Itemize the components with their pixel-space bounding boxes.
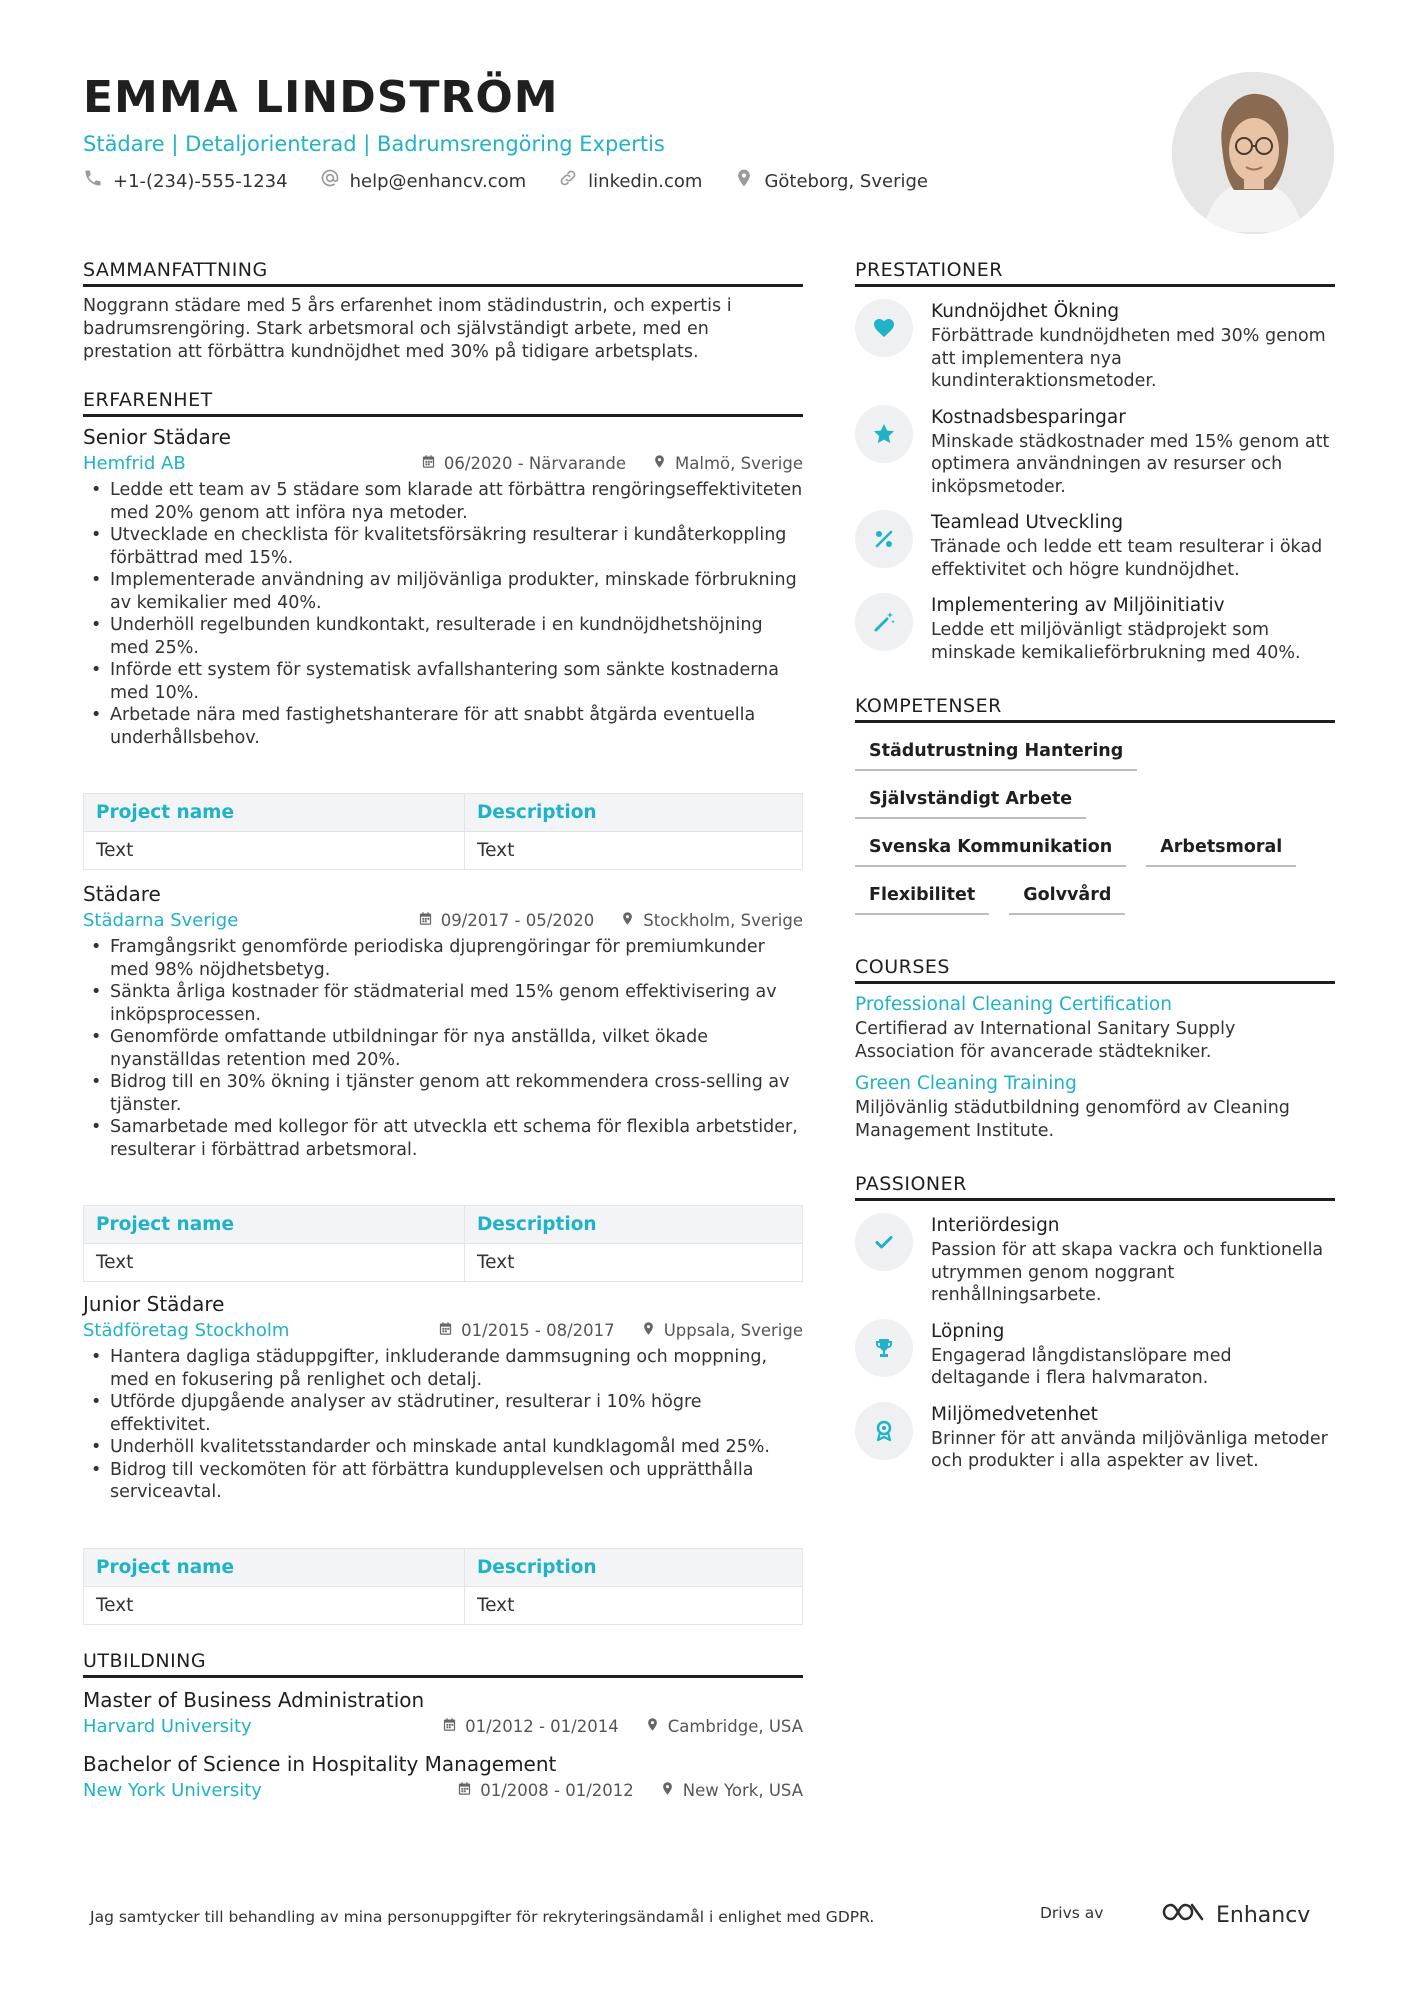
- location-pin-icon: [641, 1318, 656, 1344]
- job-location: Malmö, Sverige: [675, 454, 803, 473]
- bullet-item: • Införde ett system för systematisk avfallshantering som sänkte kostnaderna med 10%.: [83, 659, 803, 704]
- passion-desc: Brinner för att använda miljövänliga metoder och produkter i alla aspekter av livet.: [931, 1428, 1328, 1471]
- job-entry: [83, 1290, 803, 1625]
- phone-icon: [83, 168, 103, 195]
- passion-title: Miljömedvetenhet: [931, 1403, 1098, 1425]
- skills-list: [855, 739, 1345, 915]
- company-name: Städföretag Stockholm: [83, 1320, 290, 1341]
- job-meta: [83, 908, 803, 934]
- bullet-item: • Samarbetade med kollegor för att utveckla ett schema för flexibla arbetstider, resulterar i förbättrad arbetsmoral.: [83, 1116, 803, 1161]
- linkedin-text: linkedin.com: [588, 170, 703, 192]
- passion-desc: Engagerad långdistanslöpare med deltagande i flera halvmaraton.: [931, 1345, 1232, 1388]
- bullet-item: • Underhöll regelbunden kundkontakt, resulterade i en kundnöjdhetshöjning med 25%.: [83, 614, 803, 659]
- education-location: Cambridge, USA: [667, 1716, 803, 1736]
- powered-by: Drivs av: [1040, 1904, 1104, 1922]
- project-name-header: Project name: [84, 1548, 465, 1586]
- education-heading: UTBILDNING: [83, 1649, 803, 1678]
- location-pin-icon: [645, 1714, 660, 1740]
- bullet-item: • Arbetade nära med fastighetshanterare för att snabbt åtgärda eventuella underhållsbehov.: [83, 704, 803, 749]
- achievement-desc: Ledde ett miljövänligt städprojekt som minskade kemikalieförbrukning med 40%.: [931, 620, 1301, 663]
- course-item: [855, 1071, 1335, 1142]
- job-dates: 09/2017 - 05/2020: [440, 911, 595, 930]
- bullet-item: • Bidrog till veckomöten för att förbättra kundupplevelsen och upprätthålla serviceavtal.: [83, 1459, 803, 1504]
- achievement-title: Kostnadsbesparingar: [931, 406, 1126, 428]
- job-dates: 01/2015 - 08/2017: [461, 1321, 615, 1340]
- education-entry: [83, 1686, 803, 1740]
- enhancv-logo-icon: [1160, 1900, 1208, 1930]
- location-text: Göteborg, Sverige: [764, 170, 928, 192]
- brand-name: Enhancv: [1216, 1902, 1311, 1928]
- achievement-title: Implementering av Miljöinitiativ: [931, 595, 1225, 616]
- bullet-item: • Underhöll kvalitetsstandarder och minskade antal kundklagomål med 25%.: [83, 1436, 803, 1459]
- achievements-heading: PRESTATIONER: [855, 258, 1335, 287]
- achievement-desc: Tränade och ledde ett team resulterar i ökad effektivitet och högre kundnöjdhet.: [931, 537, 1323, 580]
- company-name: Städarna Sverige: [83, 910, 239, 931]
- enhancv-logo[interactable]: [1160, 1900, 1310, 1930]
- job-entry: [83, 423, 803, 870]
- job-title: Städare: [83, 882, 161, 906]
- summary-text: Noggrann städare med 5 års erfarenhet inom städindustrin, och expertis i badrumsrengöring. Stark arbetsmoral och självständigt arbete, med en prestation att förbättra kundnöjdhet med 30% på tidigare arbetsplats.: [83, 296, 732, 362]
- description-cell: Text: [464, 1586, 802, 1624]
- education-location: New York, USA: [682, 1780, 803, 1800]
- contact-email[interactable]: [320, 168, 527, 195]
- project-table: [83, 793, 803, 870]
- check-icon: [855, 1213, 913, 1271]
- skill-tag: Svenska Kommunikation: [855, 835, 1126, 867]
- avatar: [1172, 72, 1334, 234]
- bullet-item: • Genomförde omfattande utbildningar för nya anställda, vilket ökade nyanställdas retention med 20%.: [83, 1026, 803, 1071]
- contact-bar: [83, 168, 1143, 195]
- description-cell: Text: [464, 1244, 802, 1282]
- location-pin-icon: [734, 168, 754, 195]
- achievement-item: [855, 510, 1335, 581]
- calendar-icon: [418, 908, 433, 934]
- project-name-cell: Text: [84, 832, 465, 870]
- percent-icon: [855, 510, 913, 568]
- gdpr-consent: Jag samtycker till behandling av mina personuppgifter för rekryteringsändamål i enlighet med GDPR.: [90, 1908, 875, 1926]
- job-entry: [83, 880, 803, 1282]
- header: [83, 70, 1143, 195]
- project-name-cell: Text: [84, 1586, 465, 1624]
- passion-item: [855, 1213, 1335, 1307]
- skill-tag: Golvvård: [1009, 883, 1125, 915]
- email-text: help@enhancv.com: [349, 170, 527, 192]
- school-name: Harvard University: [83, 1715, 252, 1737]
- achievement-title: Teamlead Utveckling: [931, 512, 1124, 533]
- achievement-item: [855, 299, 1335, 393]
- bullet-item: • Sänkta årliga kostnader för städmaterial med 15% genom effektivisering av inköpsprocessen.: [83, 981, 803, 1026]
- job-bullets: [83, 936, 803, 1161]
- location-pin-icon: [660, 1778, 675, 1804]
- magic-wand-icon: [855, 593, 913, 651]
- degree: Bachelor of Science in Hospitality Management: [83, 1751, 557, 1776]
- contact-phone[interactable]: [83, 168, 288, 195]
- course-title: Professional Cleaning Certification: [855, 994, 1172, 1015]
- award-icon: [855, 1402, 913, 1460]
- description-header: Description: [464, 1206, 802, 1244]
- job-meta: [83, 451, 803, 477]
- summary-heading: SAMMANFATTNING: [83, 258, 803, 287]
- bullet-item: • Utförde djupgående analyser av städrutiner, resulterar i 10% högre effektivitet.: [83, 1391, 803, 1436]
- calendar-icon: [421, 451, 436, 477]
- achievement-desc: Förbättrade kundnöjdheten med 30% genom att implementera nya kundinteraktionsmetoder.: [931, 326, 1326, 391]
- project-table: [83, 1548, 803, 1625]
- degree: Master of Business Administration: [83, 1687, 425, 1712]
- project-name-cell: Text: [84, 1244, 465, 1282]
- left-column: [83, 258, 803, 1814]
- description-cell: Text: [464, 832, 802, 870]
- right-column: [855, 258, 1335, 1473]
- skill-tag: Självständigt Arbete: [855, 787, 1086, 819]
- bullet-item: • Framgångsrikt genomförde periodiska djuprengöringar för premiumkunder med 98% nöjdhetsbetyg.: [83, 936, 803, 981]
- achievement-item: [855, 405, 1335, 499]
- description-header: Description: [464, 794, 802, 832]
- bullet-item: • Implementerade användning av miljövänliga produkter, minskade förbrukning av kemikalier med 40%.: [83, 569, 803, 614]
- skill-tag: Städutrustning Hantering: [855, 739, 1137, 771]
- at-icon: [320, 168, 340, 195]
- job-bullets: [83, 1346, 803, 1504]
- education-entry: [83, 1750, 803, 1804]
- company-name: Hemfrid AB: [83, 453, 186, 474]
- course-desc: Miljövänlig städutbildning genomförd av Cleaning Management Institute.: [855, 1098, 1290, 1141]
- calendar-icon: [457, 1778, 472, 1804]
- school-name: New York University: [83, 1779, 262, 1801]
- contact-linkedin[interactable]: [558, 168, 702, 195]
- job-dates: 06/2020 - Närvarande: [443, 454, 627, 473]
- job-title: Senior Städare: [83, 425, 231, 449]
- passion-title: Interiördesign: [931, 1215, 1060, 1236]
- achievement-desc: Minskade städkostnader med 15% genom att optimera användningen av resurser och inköpsmetoder.: [931, 431, 1330, 497]
- star-icon: [855, 405, 913, 463]
- project-table: [83, 1205, 803, 1282]
- contact-location: [734, 168, 928, 195]
- education-dates: 01/2012 - 01/2014: [465, 1716, 619, 1736]
- job-location: Uppsala, Sverige: [663, 1321, 803, 1340]
- location-pin-icon: [652, 451, 667, 477]
- passion-item: [855, 1319, 1335, 1390]
- skills-heading: KOMPETENSER: [855, 694, 1335, 723]
- phone-text: +1-(234)-555-1234: [113, 170, 288, 192]
- bullet-item: • Utvecklade en checklista för kvalitetsförsäkring resulterar i kundåterkoppling förbättrad med 15%.: [83, 524, 803, 569]
- description-header: Description: [464, 1548, 802, 1586]
- heart-icon: [855, 299, 913, 357]
- skill-tag: Arbetsmoral: [1146, 835, 1296, 867]
- link-icon: [558, 168, 578, 195]
- passion-item: [855, 1402, 1335, 1473]
- bullet-item: • Ledde ett team av 5 städare som klarade att förbättra rengöringseffektiviteten med 20% genom att införa nya metoder.: [83, 479, 803, 524]
- achievement-title: Kundnöjdhet Ökning: [931, 301, 1120, 322]
- location-pin-icon: [620, 908, 635, 934]
- candidate-name: EMMA LINDSTRÖM: [83, 72, 559, 123]
- job-meta: [83, 1318, 803, 1344]
- course-item: [855, 992, 1335, 1063]
- tagline: Städare | Detaljorienterad | Badrumsrengöring Expertis: [83, 132, 665, 156]
- project-name-header: Project name: [84, 1206, 465, 1244]
- course-desc: Certifierad av International Sanitary Supply Association för avancerade städtekniker.: [855, 1019, 1236, 1062]
- project-name-header: Project name: [84, 794, 465, 832]
- passion-title: Löpning: [931, 1320, 1005, 1342]
- trophy-icon: [855, 1319, 913, 1377]
- calendar-icon: [442, 1714, 457, 1740]
- experience-heading: ERFARENHET: [83, 388, 803, 417]
- calendar-icon: [438, 1318, 453, 1344]
- courses-heading: COURSES: [855, 955, 1335, 984]
- job-location: Stockholm, Sverige: [643, 911, 803, 930]
- education-list: [83, 1686, 803, 1804]
- skill-tag: Flexibilitet: [855, 883, 989, 915]
- passions-heading: PASSIONER: [855, 1172, 1335, 1201]
- passion-desc: Passion för att skapa vackra och funktionella utrymmen genom noggrant renhållningsarbete.: [931, 1240, 1324, 1305]
- course-title: Green Cleaning Training: [855, 1073, 1077, 1094]
- achievement-item: [855, 593, 1335, 664]
- job-bullets: [83, 479, 803, 749]
- bullet-item: • Hantera dagliga städuppgifter, inkluderande dammsugning och moppning, med en fokusering på renlighet och detalj.: [83, 1346, 803, 1391]
- bullet-item: • Bidrog till en 30% ökning i tjänster genom att rekommendera cross-selling av tjänster.: [83, 1071, 803, 1116]
- education-dates: 01/2008 - 01/2012: [480, 1780, 634, 1800]
- job-title: Junior Städare: [83, 1292, 225, 1316]
